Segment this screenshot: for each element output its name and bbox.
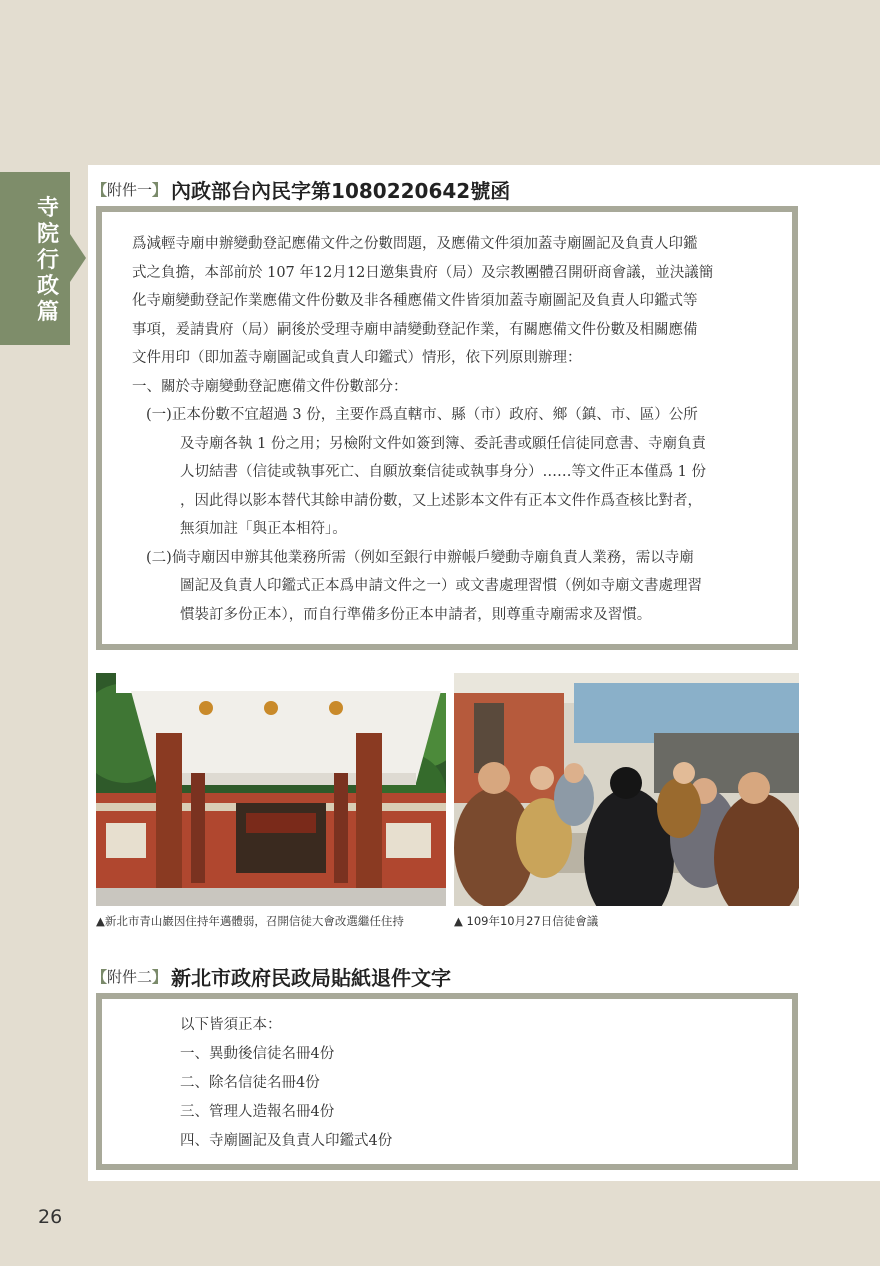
bottom-background — [0, 1181, 880, 1266]
temple-photo-caption: ▲新北市青山巖因住持年邁體弱，召開信徒大會改選繼任住持 — [96, 914, 404, 928]
body-line: 文件用印（即加蓋寺廟圖記或負責人印鑑式）情形，依下列原則辦理： — [132, 350, 582, 366]
page-number: 26 — [38, 1206, 63, 1228]
notice-line: 一、異動後信徒名冊4份 — [180, 1046, 335, 1062]
attachment1-body — [132, 230, 772, 629]
body-line: ，因此得以影本替代其餘申請份數，又上述影本文件有正本文件作爲查核比對者， — [180, 492, 702, 509]
attachment1-tag: 【附件一】 — [92, 181, 168, 199]
body-line: 無須加註「與正本相符」。 — [180, 521, 347, 537]
meeting-photo-caption: ▲ 109年10月27日信徒會議 — [454, 914, 599, 928]
attachment2-title: 新北市政府民政局貼紙退件文字 — [171, 966, 452, 990]
body-line: 及寺廟各執 1 份之用；另檢附文件如簽到簿、委託書或願任信徒同意書、寺廟負責 — [180, 435, 706, 452]
top-background — [0, 0, 880, 165]
attachment1-frame — [96, 206, 798, 650]
meeting-photo — [454, 673, 799, 906]
notice-line: 二、除名信徒名冊4份 — [180, 1075, 320, 1091]
body-line: 式之負擔，本部前於 107 年12月12日邀集貴府（局）及宗教團體召開研商會議，並決議簡 — [132, 264, 714, 281]
temple-photo — [96, 673, 446, 906]
attachment1-tag-text: 附件一 — [107, 181, 153, 199]
notice-line: 以下皆須正本： — [180, 1017, 282, 1033]
body-line: 一、關於寺廟變動登記應備文件份數部分： — [132, 378, 408, 395]
chapter-label — [30, 196, 66, 326]
body-line: (一)正本份數不宜超過 3 份，主要作爲直轄市、縣（市）政府、鄉（鎮、市、區）公所 — [146, 407, 698, 423]
notice-line: 四、寺廟圖記及負責人印鑑式4份 — [180, 1133, 393, 1149]
chapter-char: 篇 — [36, 300, 59, 325]
chapter-char: 政 — [36, 274, 59, 299]
attachment2-tag: 【附件二】 — [92, 968, 168, 986]
attachment2-heading — [92, 962, 451, 991]
attachment2-tag-text: 附件二 — [107, 968, 153, 986]
chapter-char: 行 — [36, 248, 59, 273]
attachment1-heading — [92, 175, 510, 204]
body-line: (二)倘寺廟因申辦其他業務所需（例如至銀行申辦帳戶變動寺廟負責人業務，需以寺廟 — [146, 549, 694, 566]
body-line: 人切結書（信徒或執事死亡、自願放棄信徒或執事身分）……等文件正本僅爲 1 份 — [180, 464, 706, 480]
body-line: 圖記及負責人印鑑式正本爲申請文件之一）或文書處理習慣（例如寺廟文書處理習 — [180, 578, 702, 594]
chapter-char: 院 — [36, 222, 59, 247]
chapter-char: 寺 — [36, 196, 59, 221]
attachment2-frame — [96, 993, 798, 1170]
body-line: 事項，爰請貴府（局）嗣後於受理寺廟申請變動登記作業，有關應備文件份數及相關應備 — [132, 321, 698, 338]
body-line: 爲減輕寺廟申辦變動登記應備文件之份數問題，及應備文件須加蓋寺廟圖記及負責人印鑑 — [132, 236, 698, 252]
attachment1-title: 內政部台內民字第1080220642號函 — [171, 179, 511, 203]
body-line: 慣裝訂多份正本），而自行準備多份正本申請者，則尊重寺廟需求及習慣。 — [180, 606, 652, 623]
notice-line: 三、管理人造報名冊4份 — [180, 1104, 335, 1120]
body-line: 化寺廟變動登記作業應備文件份數及非各種應備文件皆須加蓋寺廟圖記及負責人印鑑式等 — [132, 293, 698, 309]
